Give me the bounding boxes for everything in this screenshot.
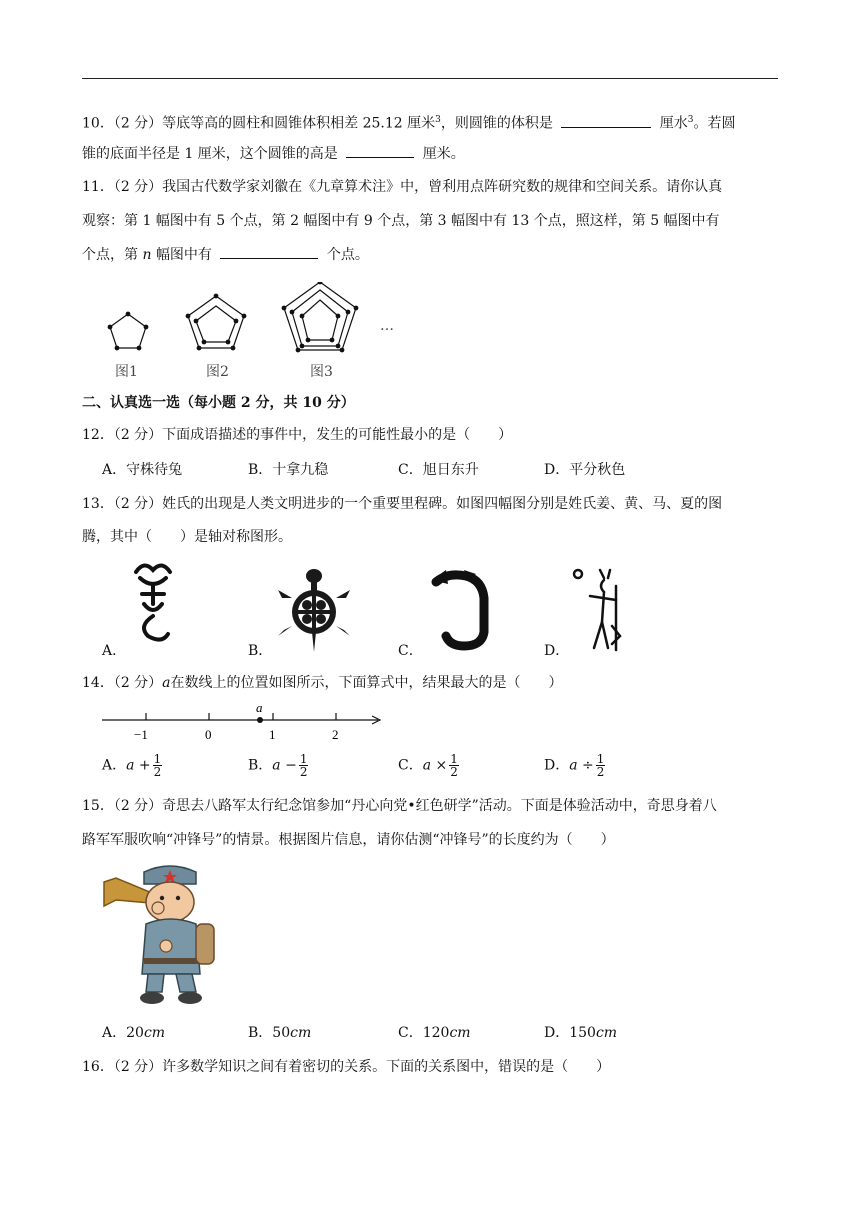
question-11-line3: 个点，第 n 幅图中有 个点。 — [82, 244, 782, 265]
answer-blank[interactable] — [561, 113, 651, 128]
section-heading: 二、认真选一选（每小题 2 分，共 10 分） — [82, 395, 355, 411]
option-a[interactable]: A．20cm — [102, 1025, 166, 1041]
option-d[interactable]: D．平分秋色 — [544, 462, 626, 478]
question-12-stem: 12．（2 分）下面成语描述的事件中，发生的可能性最小的是（ ） — [82, 427, 513, 443]
ellipsis: … — [380, 318, 394, 334]
option-c[interactable]: C．120cm — [398, 1025, 471, 1041]
totem-ma-image — [428, 566, 498, 652]
soldier-bugle-image — [100, 862, 230, 1008]
option-a[interactable]: A．a + $\frac{1}{2}$ — [102, 752, 162, 779]
option-b[interactable]: B．a − $\frac{1}{2}$ — [248, 752, 308, 779]
question-11-line1: 11．（2 分）我国古代数学家刘徽在《九章算术注》中，曾利用点阵研究数的规律和空间关系。请你认真 — [82, 179, 723, 195]
point-a — [257, 717, 263, 723]
totem-jiang-image — [128, 560, 178, 652]
number-line — [98, 700, 388, 744]
option-c[interactable]: C．旭日东升 — [398, 462, 479, 478]
question-15-line2: 路军军服吹响“冲锋号”的情景。根据图片信息，请你估测“冲锋号”的长度约为（ ） — [82, 832, 615, 848]
totem-huang-image — [274, 568, 354, 654]
question-15-line1: 15．（2 分）奇思去八路军太行纪念馆参加“丹心向党•红色研学”活动。下面是体验活动中，奇思身着八 — [82, 798, 717, 814]
question-13-line1: 13．（2 分）姓氏的出现是人类文明进步的一个重要里程碑。如图四幅图分别是姓氏姜、黄、马、夏的图 — [82, 496, 723, 512]
option-d[interactable]: D．a ÷ $\frac{1}{2}$ — [544, 752, 605, 779]
option-b[interactable]: B． — [248, 643, 273, 659]
dot-pattern-figure — [98, 282, 398, 382]
figure-label: 图1 — [115, 364, 138, 380]
question-14-stem: 14．（2 分）a在数线上的位置如图所示，下面算式中，结果最大的是（ ） — [82, 675, 563, 691]
option-c[interactable]: C．a × $\frac{1}{2}$ — [398, 752, 458, 779]
question-13-line2: 腾，其中（ ）是轴对称图形。 — [82, 529, 292, 545]
header-rule — [82, 78, 778, 79]
point-a-label: a — [256, 700, 263, 715]
option-d[interactable]: D．150cm — [544, 1025, 618, 1041]
question-10-line2: 锥的底面半径是 1 厘米，这个圆锥的高是 厘米。 — [82, 143, 782, 164]
option-a[interactable]: A． — [102, 643, 127, 659]
tick-label: 2 — [332, 727, 339, 742]
option-c[interactable]: C． — [398, 643, 423, 659]
totem-xia-image — [570, 566, 626, 652]
figure-label: 图3 — [310, 364, 333, 380]
question-10-line1: 10．（2 分）等底等高的圆柱和圆锥体积相差 25.12 厘米$^3$，则圆锥的体积是 厘水$^3$。若圆 — [82, 110, 782, 134]
tick-label: −1 — [134, 727, 148, 742]
option-b[interactable]: B．50cm — [248, 1025, 312, 1041]
figure-label: 图2 — [206, 364, 229, 380]
tick-label: 0 — [205, 727, 212, 742]
answer-blank[interactable] — [220, 244, 318, 259]
question-11-line2: 观察：第 1 幅图中有 5 个点，第 2 幅图中有 9 个点，第 3 幅图中有 13 个点，照这样，第 5 幅图中有 — [82, 213, 720, 229]
option-a[interactable]: A．守株待兔 — [102, 462, 183, 478]
question-16-stem: 16．（2 分）许多数学知识之间有着密切的关系。下面的关系图中，错误的是（ ） — [82, 1059, 611, 1075]
tick-label: 1 — [269, 727, 276, 742]
answer-blank[interactable] — [346, 143, 414, 158]
option-d[interactable]: D． — [544, 643, 570, 659]
option-b[interactable]: B．十拿九稳 — [248, 462, 329, 478]
